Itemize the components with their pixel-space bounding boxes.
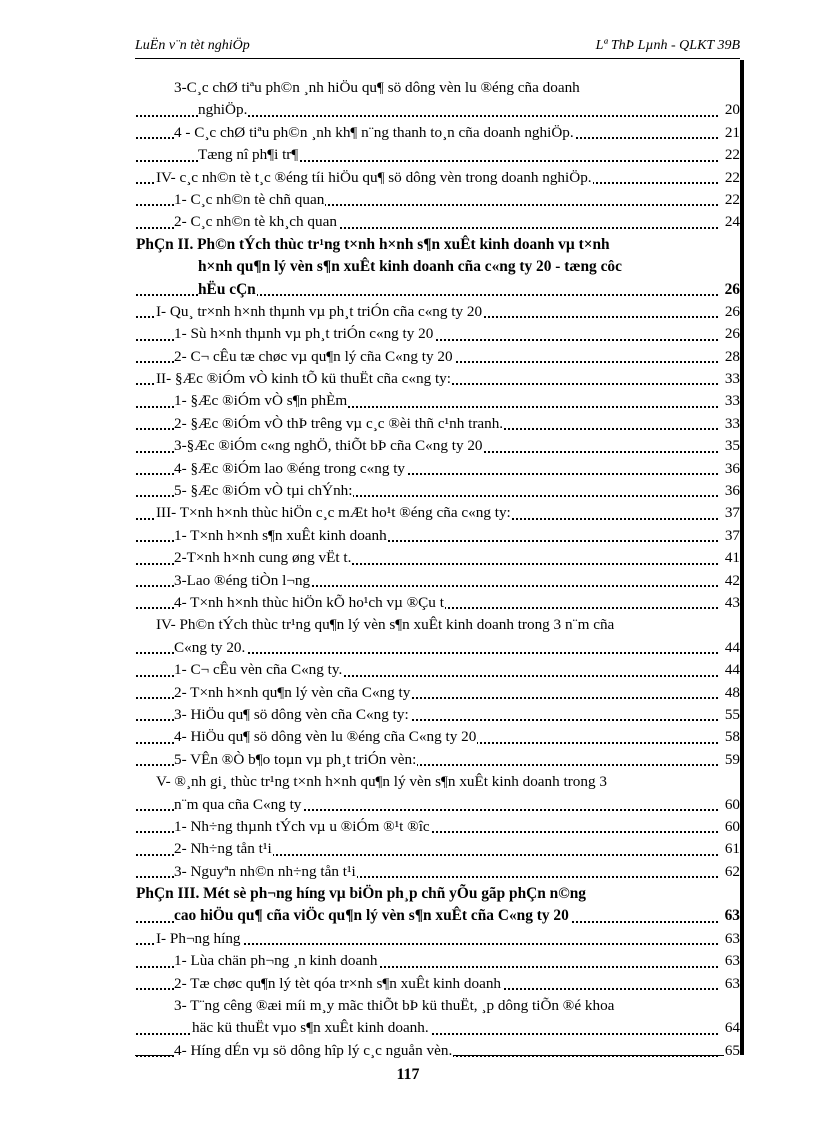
toc-entry: [136, 905, 740, 927]
toc-entry: [136, 525, 740, 547]
toc-entry: [136, 547, 740, 569]
toc-entry: [136, 189, 740, 211]
toc-entry: [136, 771, 740, 793]
toc-entry-page: 58: [724, 726, 740, 748]
toc-entry-text: C«ng ty 20.: [174, 638, 246, 656]
toc-entry-text: IV- Ph©n tÝch thùc tr¹ng qu¶n lý vèn s¶n xuÊt kinh doanh trong 3 n¨m cña: [156, 616, 615, 634]
toc-entry-page: 26: [724, 301, 740, 323]
toc-entry: [136, 167, 740, 189]
toc-entry: [136, 883, 740, 905]
toc-entry-page: 62: [724, 861, 740, 883]
toc-entry-text: 2- Nh÷ng tån t¹i: [174, 840, 272, 858]
toc-entry-text: I- Qu¸ tr×nh h×nh thµnh vµ ph¸t triÓn cña c«ng ty 20: [156, 302, 483, 320]
toc-entry: [136, 122, 740, 144]
toc-entry: [136, 413, 740, 435]
toc-entry-text: 3-C¸c chØ tiªu ph©n ¸nh hiÖu qu¶ sö dông vèn lu ®éng cña doanh: [174, 79, 580, 96]
toc-entry-page: 36: [724, 458, 740, 480]
toc-entry-page: 22: [724, 189, 740, 211]
toc-entry-page: 44: [724, 659, 740, 681]
toc-entry-page: 42: [724, 570, 740, 592]
toc-entry-text: hËu cÇn: [198, 280, 256, 298]
toc-entry-text: 3-Lao ®éng tiÒn l¬ng: [174, 571, 311, 589]
toc-entry: [136, 995, 740, 1017]
toc-entry-text: 2-T×nh h×nh cung øng vËt t.: [174, 549, 352, 567]
toc-entry: [136, 861, 740, 883]
toc-entry: [136, 704, 740, 726]
toc-entry-text: nghiÖp.: [198, 101, 248, 119]
toc-entry: [136, 1017, 740, 1039]
toc-entry-page: 65: [724, 1040, 740, 1062]
toc-entry-page: 22: [724, 167, 740, 189]
table-of-contents: [136, 77, 740, 1062]
toc-entry: [136, 323, 740, 345]
toc-entry-text: 2- C¬ cÊu tæ chøc vµ qu¶n lý cña C«ng ty 20: [174, 347, 453, 365]
toc-entry: [136, 838, 740, 860]
toc-entry: [136, 682, 740, 704]
toc-entry: [136, 570, 740, 592]
toc-entry: [136, 435, 740, 457]
toc-entry-page: 37: [724, 525, 740, 547]
toc-entry: [136, 480, 740, 502]
toc-entry-page: 48: [724, 682, 740, 704]
toc-entry-page: 20: [724, 99, 740, 121]
toc-entry-text: 1- §Æc ®iÓm vÒ s¶n phÈm: [174, 392, 348, 410]
toc-entry: [136, 973, 740, 995]
toc-entry-text: 3-§Æc ®iÓm c«ng nghÖ, thiÕt bÞ cña C«ng ty 20: [174, 437, 483, 455]
toc-entry-page: 36: [724, 480, 740, 502]
toc-entry-text: häc kü thuËt vµo s¶n xuÊt kinh doanh.: [192, 1019, 429, 1037]
toc-entry-page: 37: [724, 502, 740, 524]
toc-entry-page: 21: [724, 122, 740, 144]
toc-entry-page: 33: [724, 413, 740, 435]
toc-entry-page: 59: [724, 749, 740, 771]
toc-entry-text: 3- Nguyªn nh©n nh÷ng tån t¹i: [174, 862, 356, 880]
toc-entry: [136, 794, 740, 816]
toc-entry-text: 1- C¸c nh©n tè chñ quan: [174, 190, 325, 208]
toc-entry: [136, 99, 740, 121]
toc-entry: [136, 726, 740, 748]
toc-entry: [136, 637, 740, 659]
toc-entry: [136, 346, 740, 368]
toc-entry-text: V- ®¸nh gi¸ thùc tr¹ng t×nh h×nh qu¶n lý vèn s¶n xuÊt kinh doanh trong 3: [156, 773, 607, 791]
toc-entry: [136, 1040, 740, 1062]
toc-entry-text: 2- C¸c nh©n tè kh¸ch quan: [174, 213, 337, 231]
toc-entry-page: 33: [724, 368, 740, 390]
toc-entry: [136, 502, 740, 524]
toc-entry: [136, 659, 740, 681]
toc-entry-text: 4- Híng dÉn vµ sö dông hîp lý c¸c nguån vèn.: [174, 1041, 453, 1059]
toc-entry-text: IV- c¸c nh©n tè t¸c ®éng tíi hiÖu qu¶ sö dông vèn trong doanh nghiÖp.: [156, 168, 592, 186]
toc-entry-page: 35: [724, 435, 740, 457]
toc-entry-page: 26: [724, 279, 740, 301]
toc-entry-text: 3- T¨ng cêng ®æi míi m¸y mãc thiÕt bÞ kü thuËt, ¸p dông tiÕn ®é khoa: [174, 997, 615, 1015]
toc-entry-page: 63: [724, 905, 740, 927]
toc-entry-text: PhÇn III. Mét sè ph¬ng híng vµ biÖn ph¸p chñ yÕu gãp phÇn n©ng: [136, 885, 586, 903]
toc-entry-text: 3- HiÖu qu¶ sö dông vèn cña C«ng ty:: [174, 705, 409, 723]
toc-entry: [136, 928, 740, 950]
toc-entry: [136, 816, 740, 838]
page-number: 117: [396, 1066, 420, 1083]
toc-entry-text: 2- Tæ chøc qu¶n lý tèt qóa tr×nh s¶n xuÊt kinh doanh: [174, 974, 502, 992]
toc-entry-text: I- Ph¬ng híng: [156, 929, 241, 947]
toc-entry-page: 63: [724, 928, 740, 950]
toc-entry-page: 55: [724, 704, 740, 726]
toc-entry-text: PhÇn II. Ph©n tÝch thùc tr¹ng t×nh h×nh s¶n xuÊt kinh doanh vµ t×nh: [136, 235, 610, 253]
toc-entry-page: 33: [724, 390, 740, 412]
page-edge-shadow: [740, 60, 744, 1055]
toc-entry-page: 22: [724, 144, 740, 166]
toc-entry-page: 41: [724, 547, 740, 569]
toc-entry-page: 60: [724, 794, 740, 816]
toc-entry: [136, 144, 740, 166]
toc-entry: [136, 301, 740, 323]
toc-entry-text: 5- §Æc ®iÓm vÒ tµi chÝnh:: [174, 482, 353, 500]
toc-entry-text: 1- Nh÷ng thµnh tÝch vµ u ®iÓm ®¹t ®îc: [174, 817, 430, 835]
toc-entry: [136, 77, 740, 99]
toc-entry-text: 4 - C¸c chØ tiªu ph©n ¸nh kh¶ n¨ng thanh to¸n cña doanh nghiÖp.: [174, 123, 574, 141]
toc-entry-text: 4- T×nh h×nh thùc hiÖn kÕ ho¹ch vµ ®Çu t: [174, 593, 444, 611]
toc-entry-page: 24: [724, 211, 740, 233]
toc-entry-page: 63: [724, 973, 740, 995]
toc-entry-text: 1- Lùa chän ph¬ng ¸n kinh doanh: [174, 952, 378, 970]
header-right-text: Lª ThÞ Lµnh - QLKT 39B: [595, 38, 740, 53]
toc-entry: [136, 390, 740, 412]
toc-entry-text: 2- §Æc ®iÓm vÒ thÞ trêng vµ c¸c ®èi thñ c¹nh tranh.: [174, 414, 504, 432]
toc-entry-text: n¨m qua cña C«ng ty: [174, 795, 302, 813]
toc-entry-text: cao hiÖu qu¶ cña viÖc qu¶n lý vèn s¶n xuÊt cña C«ng ty 20: [174, 907, 569, 925]
toc-entry-page: 28: [724, 346, 740, 368]
page-header: [135, 36, 740, 59]
toc-entry: [136, 614, 740, 636]
toc-entry-text: 1- C¬ cÊu vèn cña C«ng ty.: [174, 661, 343, 679]
toc-entry: [136, 749, 740, 771]
toc-entry: [136, 950, 740, 972]
toc-entry-text: Tæng nî ph¶i tr¶: [198, 146, 299, 164]
toc-entry-text: 4- HiÖu qu¶ sö dông vèn lu ®éng cña C«ng ty 20: [174, 728, 477, 746]
header-left-text: LuËn v¨n tèt nghiÖp: [135, 38, 250, 53]
toc-entry: [136, 458, 740, 480]
toc-entry-text: II- §Æc ®iÓm vÒ kinh tÕ kü thuËt cña c«ng ty:: [156, 370, 451, 388]
toc-entry: [136, 368, 740, 390]
toc-entry: [136, 256, 740, 278]
toc-entry-text: 4- §Æc ®iÓm lao ®éng trong c«ng ty: [174, 459, 406, 477]
toc-entry-page: 64: [724, 1017, 740, 1039]
toc-entry-page: 61: [724, 838, 740, 860]
toc-entry-text: 1- Sù h×nh thµnh vµ ph¸t triÓn c«ng ty 20: [174, 325, 434, 343]
toc-entry-page: 63: [724, 950, 740, 972]
toc-entry-text: h×nh qu¶n lý vèn s¶n xuÊt kinh doanh cña c«ng ty 20 - tæng côc: [198, 258, 622, 276]
toc-entry-text: 2- T×nh h×nh qu¶n lý vèn cña C«ng ty: [174, 683, 411, 701]
toc-entry-page: 43: [724, 592, 740, 614]
toc-entry: [136, 592, 740, 614]
toc-entry-text: 1- T×nh h×nh s¶n xuÊt kinh doanh: [174, 526, 387, 544]
toc-entry: [136, 234, 740, 256]
toc-entry: [136, 279, 740, 301]
toc-entry-text: III- T×nh h×nh thùc hiÖn c¸c mÆt ho¹t ®éng cña c«ng ty:: [156, 504, 511, 522]
toc-entry-page: 26: [724, 323, 740, 345]
toc-entry: [136, 211, 740, 233]
toc-entry-page: 44: [724, 637, 740, 659]
toc-entry-text: 5- VÊn ®Ò b¶o toµn vµ ph¸t triÓn vèn:: [174, 750, 417, 768]
toc-entry-page: 60: [724, 816, 740, 838]
